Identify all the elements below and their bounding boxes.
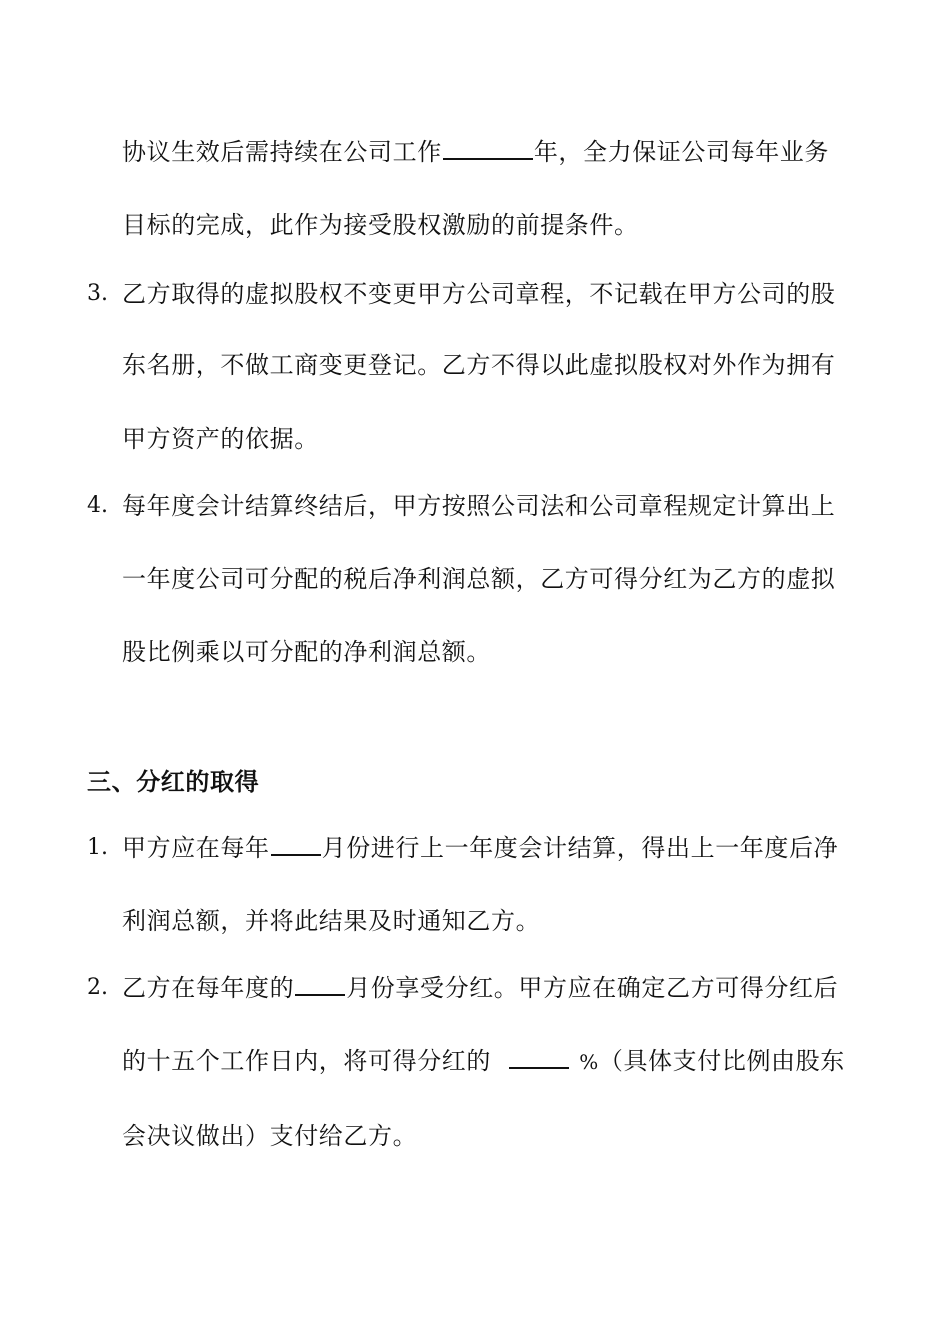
s3-item2-line2-text-a: 的十五个工作日内，将可得分红的 (122, 1047, 491, 1075)
s3-item2-number: 2. (87, 975, 108, 1000)
item4-line1: 每年度会计结算终结后，甲方按照公司法和公司章程规定计算出上 (122, 492, 836, 520)
s3-item2-line1-text-b: 月份享受分红。甲方应在确定乙方可得分红后 (346, 974, 839, 1002)
item3-line1: 乙方取得的虚拟股权不变更甲方公司章程，不记载在甲方公司的股 (122, 280, 836, 308)
percent-sign: % (579, 1050, 599, 1074)
dividend-month-blank-field[interactable] (295, 972, 345, 996)
item4-line2: 一年度公司可分配的税后净利润总额，乙方可得分红为乙方的虚拟 (122, 565, 836, 593)
item2-cont-line2: 目标的完成，此作为接受股权激励的前提条件。 (122, 211, 639, 239)
item2-cont-line1 (122, 136, 829, 168)
years-blank-field[interactable] (443, 136, 533, 160)
item4-line3: 股比例乘以可分配的净利润总额。 (122, 638, 491, 666)
month-blank-field[interactable] (271, 832, 321, 856)
s3-item1-line1 (122, 832, 838, 864)
item3-line2: 东名册，不做工商变更登记。乙方不得以此虚拟股权对外作为拥有 (122, 351, 836, 379)
item3-line3: 甲方资产的依据。 (122, 425, 319, 453)
item4-number: 4. (87, 493, 108, 518)
item2-cont-line1-text-a: 协议生效后需持续在公司工作 (122, 138, 442, 166)
s3-item2-line2-text-b: （具体支付比例由股东 (598, 1047, 845, 1075)
s3-item2-line2 (122, 1045, 845, 1078)
section3-heading: 三、分红的取得 (87, 768, 260, 796)
item3-number: 3. (87, 281, 108, 306)
s3-item1-line1-text-a: 甲方应在每年 (122, 834, 270, 862)
s3-item1-line1-text-b: 月份进行上一年度会计结算，得出上一年度后净 (321, 834, 839, 862)
s3-item1-number: 1. (87, 835, 108, 860)
s3-item1-line2: 利润总额，并将此结果及时通知乙方。 (122, 907, 541, 935)
percent-blank-field[interactable] (509, 1045, 569, 1069)
s3-item2-line3: 会决议做出）支付给乙方。 (122, 1122, 418, 1150)
item2-cont-line1-text-b: 年，全力保证公司每年业务 (533, 138, 830, 166)
s3-item2-line1-text-a: 乙方在每年度的 (122, 974, 295, 1002)
s3-item2-line1 (122, 972, 838, 1004)
